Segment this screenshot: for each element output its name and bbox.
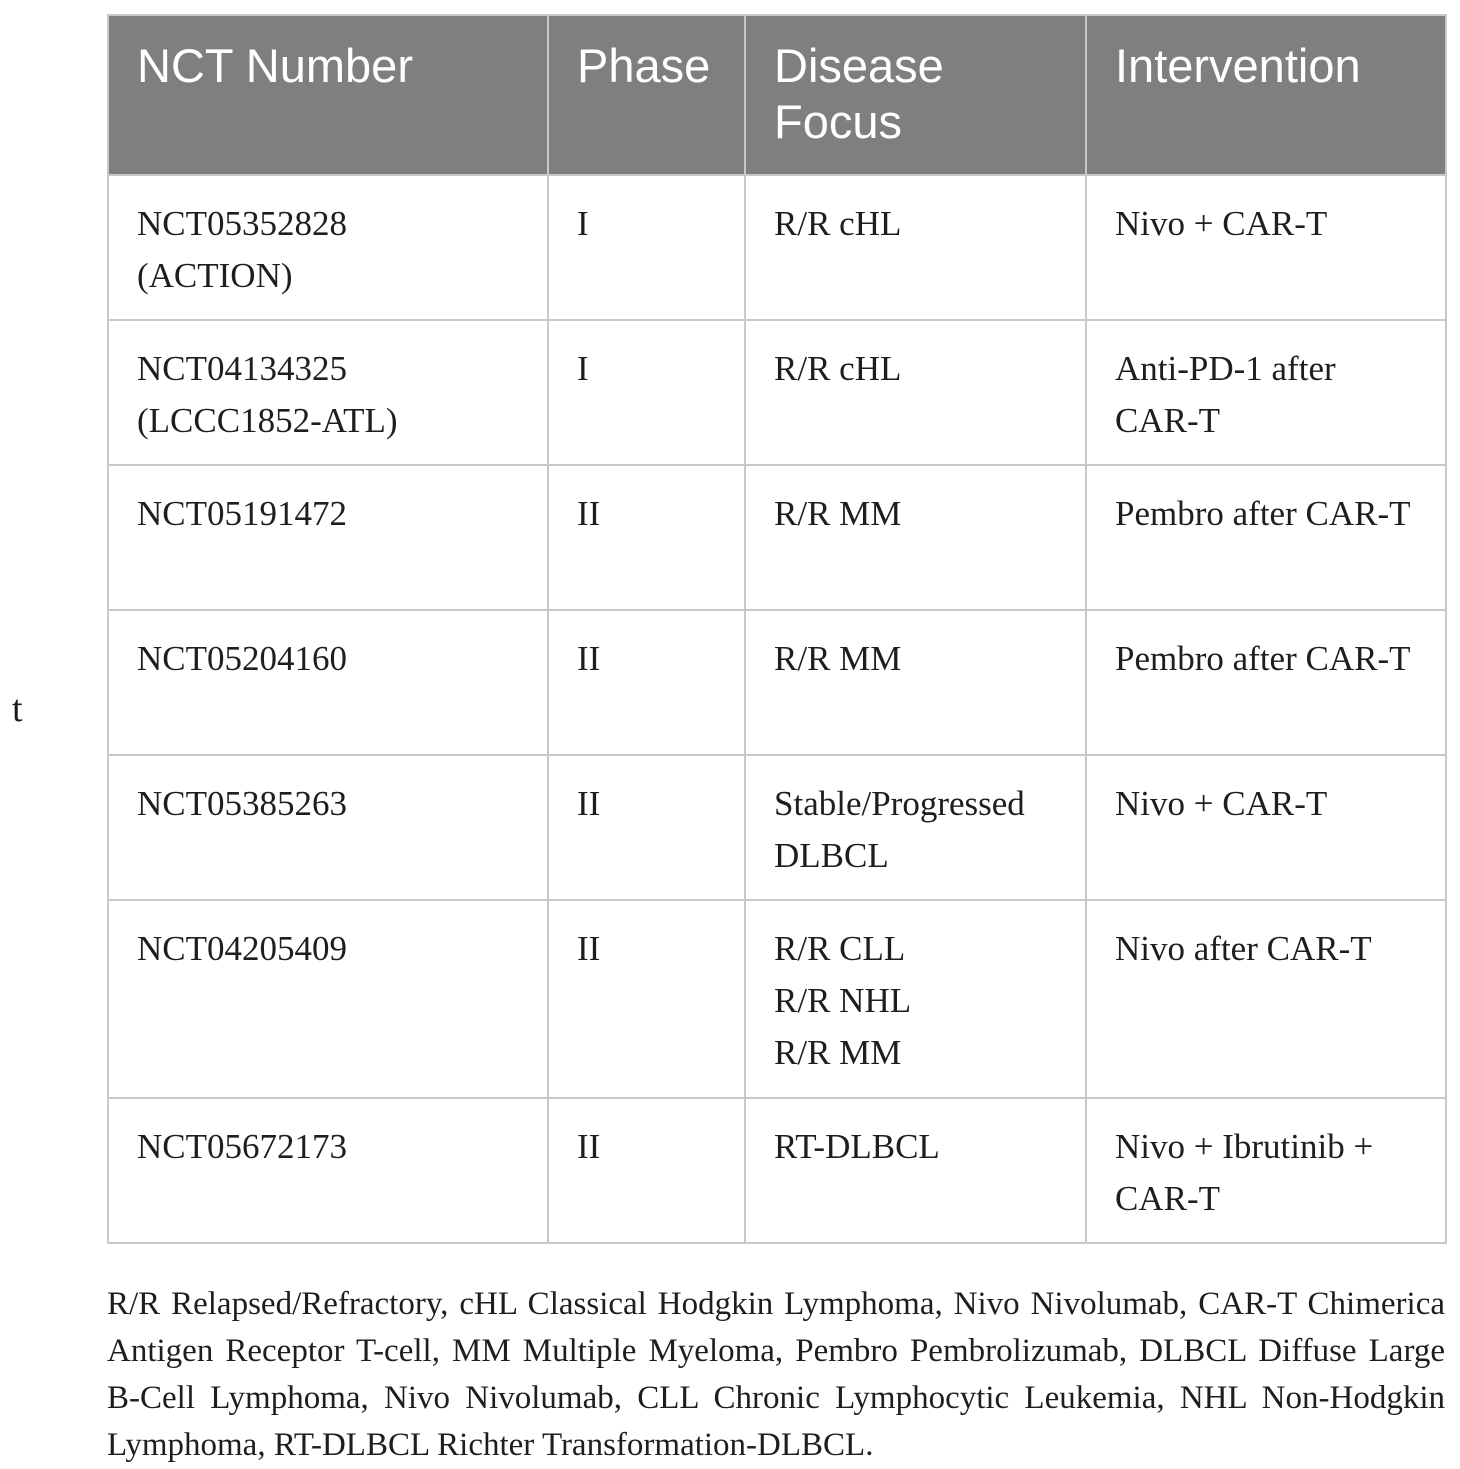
nct-number: NCT04205409 xyxy=(137,929,347,968)
disease-cell xyxy=(745,755,1086,900)
nct-cell xyxy=(108,175,548,320)
disease-line: RT-DLBCL xyxy=(774,1127,940,1166)
intervention-cell: Nivo after CAR-T xyxy=(1086,900,1446,1098)
phase-cell: I xyxy=(548,320,745,465)
phase-cell: II xyxy=(548,1098,745,1243)
table-row xyxy=(108,465,1446,610)
nct-number: NCT05672173 xyxy=(137,1127,347,1166)
intervention-cell: Nivo + CAR-T xyxy=(1086,175,1446,320)
phase-cell: I xyxy=(548,175,745,320)
margin-letter: t xyxy=(12,688,23,730)
header-intervention: Intervention xyxy=(1086,15,1446,175)
disease-line: R/R MM xyxy=(774,1033,902,1072)
header-row xyxy=(108,15,1446,175)
disease-cell xyxy=(745,900,1086,1098)
nct-acronym: (LCCC1852-ATL) xyxy=(137,401,398,440)
table-row xyxy=(108,755,1446,900)
disease-cell xyxy=(745,465,1086,610)
disease-cell xyxy=(745,610,1086,755)
nct-cell xyxy=(108,610,548,755)
table-row xyxy=(108,320,1446,465)
nct-number: NCT04134325 xyxy=(137,349,347,388)
nct-acronym: (ACTION) xyxy=(137,256,293,295)
disease-cell xyxy=(745,175,1086,320)
phase-cell: II xyxy=(548,610,745,755)
disease-line: R/R cHL xyxy=(774,204,902,243)
phase-cell: II xyxy=(548,900,745,1098)
disease-line: R/R CLL xyxy=(774,929,906,968)
nct-number: NCT05385263 xyxy=(137,784,347,823)
table-footnote: R/R Relapsed/Refractory, cHL Classical Hodgkin Lymphoma, Nivo Nivolumab, CAR-T Chimerica Antigen Receptor T-cell, MM Multiple Myeloma, Pembro Pembrolizumab, DLBCL Diffuse Large B-Cell Lymphoma, Nivo Nivolumab, CLL Chronic Lymphocytic Leukemia, NHL Non-Hodgkin Lymphoma, RT-DLBCL Richter Transformation-DLBCL. xyxy=(107,1286,1445,1463)
intervention-cell: Pembro after CAR-T xyxy=(1086,465,1446,610)
nct-cell xyxy=(108,755,548,900)
header-phase: Phase xyxy=(548,15,745,175)
nct-number: NCT05204160 xyxy=(137,639,347,678)
intervention-cell: Nivo + Ibrutinib + CAR-T xyxy=(1086,1098,1446,1243)
disease-line: R/R cHL xyxy=(774,349,902,388)
header-disease-focus: Disease Focus xyxy=(745,15,1086,175)
disease-cell xyxy=(745,320,1086,465)
table-row xyxy=(108,175,1446,320)
phase-cell: II xyxy=(548,755,745,900)
intervention-cell: Anti-PD-1 after CAR-T xyxy=(1086,320,1446,465)
disease-cell xyxy=(745,1098,1086,1243)
nct-number: NCT05191472 xyxy=(137,494,347,533)
disease-line: R/R MM xyxy=(774,494,902,533)
table-row xyxy=(108,610,1446,755)
nct-cell xyxy=(108,900,548,1098)
intervention-cell: Pembro after CAR-T xyxy=(1086,610,1446,755)
nct-cell xyxy=(108,320,548,465)
clinical-trials-table xyxy=(107,14,1447,1244)
disease-line: R/R MM xyxy=(774,639,902,678)
table-row xyxy=(108,1098,1446,1243)
intervention-cell: Nivo + CAR-T xyxy=(1086,755,1446,900)
disease-line: R/R NHL xyxy=(774,981,912,1020)
disease-line: Stable/Progressed DLBCL xyxy=(774,784,1025,875)
nct-number: NCT05352828 xyxy=(137,204,347,243)
nct-cell xyxy=(108,465,548,610)
header-nct-number: NCT Number xyxy=(108,15,548,175)
phase-cell: II xyxy=(548,465,745,610)
table-row xyxy=(108,900,1446,1098)
nct-cell xyxy=(108,1098,548,1243)
